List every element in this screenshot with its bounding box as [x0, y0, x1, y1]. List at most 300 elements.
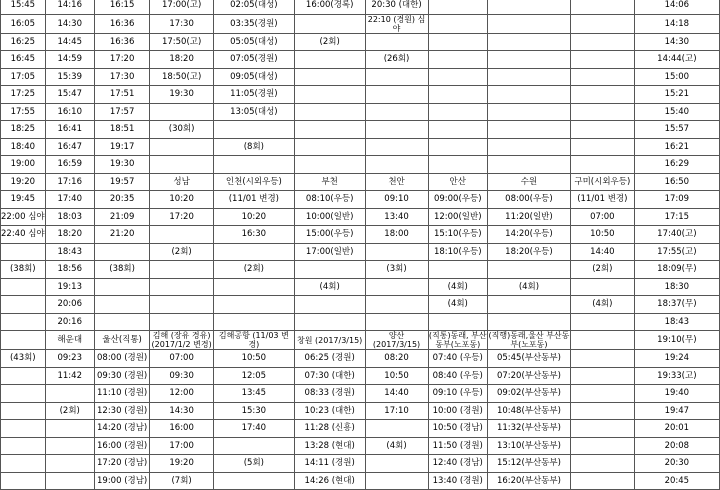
table-cell: [570, 103, 634, 121]
table-cell: [1, 420, 46, 438]
table-cell: [487, 156, 570, 174]
table-cell: [213, 313, 294, 331]
table-cell: (3회): [365, 261, 428, 279]
table-cell: 08:40 (우등): [428, 367, 487, 385]
table-cell: [570, 402, 634, 420]
table-cell: (2회): [213, 261, 294, 279]
table-row: [1, 296, 720, 314]
table-cell: [570, 472, 634, 490]
table-cell: 16:36: [94, 33, 150, 51]
table-cell: 11:42: [45, 367, 94, 385]
table-row: [1, 103, 720, 121]
table-row: [1, 331, 720, 350]
table-cell: 14:40: [570, 243, 634, 261]
table-cell: 20:30: [634, 455, 719, 473]
table-cell: 07:20(부산동부): [487, 367, 570, 385]
table-cell: 18:09(무): [634, 261, 719, 279]
table-cell: 12:40 (경남): [428, 455, 487, 473]
table-row: [1, 243, 720, 261]
table-cell: [150, 278, 213, 296]
table-cell: [294, 51, 365, 69]
table-cell: [487, 138, 570, 156]
table-cell: 14:59: [45, 51, 94, 69]
table-cell: 20:16: [45, 313, 94, 331]
table-cell: 17:09: [634, 191, 719, 209]
table-cell: [428, 33, 487, 51]
table-cell: (4회): [428, 278, 487, 296]
table-cell: 15:10(우등): [428, 226, 487, 244]
table-cell: 17:10: [365, 402, 428, 420]
table-cell: 05:45(부산동부): [487, 350, 570, 368]
table-cell: (5회): [213, 455, 294, 473]
table-cell: [1, 278, 46, 296]
table-cell: [1, 385, 46, 403]
table-cell: 17:51: [94, 86, 150, 104]
table-cell: 15:00(우등): [294, 226, 365, 244]
table-cell: 18:20: [150, 51, 213, 69]
table-cell: 15:40: [634, 103, 719, 121]
table-cell: 14:06: [634, 0, 719, 14]
table-cell: [428, 86, 487, 104]
table-cell: [570, 33, 634, 51]
table-cell: 22:40 심야: [1, 226, 46, 244]
table-cell: [570, 156, 634, 174]
table-cell: [1, 402, 46, 420]
table-cell: 17:16: [45, 173, 94, 191]
table-cell: 18:43: [634, 313, 719, 331]
table-cell: 07:00: [570, 208, 634, 226]
table-cell: 17:50(고): [150, 33, 213, 51]
table-cell: 16:20(부산동부): [487, 472, 570, 490]
table-cell: 07:00: [150, 350, 213, 368]
table-cell: (4회): [365, 437, 428, 455]
table-row: [1, 350, 720, 368]
table-cell: [1, 331, 46, 350]
table-row: [1, 208, 720, 226]
table-cell: 21:20: [94, 226, 150, 244]
table-cell: 해운대: [45, 331, 94, 350]
table-cell: [487, 33, 570, 51]
table-cell: 08:00(우등): [487, 191, 570, 209]
table-cell: 17:57: [94, 103, 150, 121]
table-cell: [570, 121, 634, 139]
table-cell: 17:40: [45, 191, 94, 209]
table-cell: 10:00(일반): [294, 208, 365, 226]
table-cell: 19:47: [634, 402, 719, 420]
table-cell: 19:00: [1, 156, 46, 174]
table-cell: [428, 51, 487, 69]
table-cell: [365, 472, 428, 490]
table-cell: [428, 68, 487, 86]
table-cell: [570, 350, 634, 368]
table-cell: 18:51: [94, 121, 150, 139]
table-cell: 19:20: [1, 173, 46, 191]
table-cell: 11:50 (경원): [428, 437, 487, 455]
table-cell: [1, 243, 46, 261]
table-cell: 14:26 (현대): [294, 472, 365, 490]
table-row: [1, 156, 720, 174]
table-row: [1, 138, 720, 156]
table-cell: [294, 261, 365, 279]
table-cell: [487, 51, 570, 69]
table-cell: (26회): [365, 51, 428, 69]
table-cell: 15:57: [634, 121, 719, 139]
table-cell: 10:20: [150, 191, 213, 209]
table-cell: 14:30: [45, 14, 94, 33]
table-cell: [213, 156, 294, 174]
table-cell: [294, 138, 365, 156]
table-cell: 10:23 (대한): [294, 402, 365, 420]
table-cell: [487, 296, 570, 314]
table-cell: [365, 33, 428, 51]
table-cell: 18:20(우등): [487, 243, 570, 261]
table-cell: 양산 (2017/3/15): [365, 331, 428, 350]
table-cell: 16:05: [1, 14, 46, 33]
table-row: [1, 121, 720, 139]
table-cell: [365, 296, 428, 314]
table-cell: [45, 437, 94, 455]
table-cell: 15:00: [634, 68, 719, 86]
table-cell: [570, 420, 634, 438]
table-cell: [570, 385, 634, 403]
table-cell: 17:40(고): [634, 226, 719, 244]
table-cell: [570, 138, 634, 156]
table-cell: [150, 296, 213, 314]
table-cell: 13:40 (경원): [428, 472, 487, 490]
table-cell: [570, 313, 634, 331]
table-cell: [365, 420, 428, 438]
table-cell: [570, 455, 634, 473]
table-cell: 16:10: [45, 103, 94, 121]
table-cell: [428, 121, 487, 139]
table-cell: [428, 261, 487, 279]
table-cell: (11/01 변경): [570, 191, 634, 209]
table-row: [1, 278, 720, 296]
table-cell: 20:06: [45, 296, 94, 314]
table-cell: 16:15: [94, 0, 150, 14]
table-cell: [213, 278, 294, 296]
table-cell: 창원 (2017/3/15): [294, 331, 365, 350]
table-cell: (2회): [45, 402, 94, 420]
table-cell: [294, 121, 365, 139]
table-cell: 천안: [365, 173, 428, 191]
table-cell: 16:00 (경원): [94, 437, 150, 455]
table-cell: 14:44(고): [634, 51, 719, 69]
table-cell: [365, 86, 428, 104]
table-cell: (30회): [150, 121, 213, 139]
table-cell: 14:30: [634, 33, 719, 51]
table-cell: 12:00: [150, 385, 213, 403]
table-cell: 19:30: [150, 86, 213, 104]
table-cell: (7회): [150, 472, 213, 490]
table-cell: [213, 437, 294, 455]
table-cell: [1, 472, 46, 490]
table-cell: (2회): [150, 243, 213, 261]
table-row: [1, 86, 720, 104]
table-cell: [45, 385, 94, 403]
table-cell: 10:50: [365, 367, 428, 385]
table-row: [1, 191, 720, 209]
table-cell: [487, 0, 570, 14]
table-cell: 15:39: [45, 68, 94, 86]
table-cell: 17:55(고): [634, 243, 719, 261]
table-cell: [428, 156, 487, 174]
table-cell: 17:00(일반): [294, 243, 365, 261]
table-cell: [365, 313, 428, 331]
table-cell: [365, 156, 428, 174]
table-cell: [213, 121, 294, 139]
table-cell: [570, 14, 634, 33]
table-cell: 성남: [150, 173, 213, 191]
table-cell: 11:32(부산동부): [487, 420, 570, 438]
table-cell: [365, 103, 428, 121]
table-cell: [294, 156, 365, 174]
table-cell: 17:25: [1, 86, 46, 104]
table-cell: 17:20 (경남): [94, 455, 150, 473]
table-cell: 18:40: [1, 138, 46, 156]
table-cell: 수원: [487, 173, 570, 191]
table-cell: [150, 261, 213, 279]
table-cell: [1, 367, 46, 385]
table-cell: 12:05: [213, 367, 294, 385]
table-row: [1, 0, 720, 14]
table-cell: 18:43: [45, 243, 94, 261]
table-cell: [487, 86, 570, 104]
table-cell: 15:47: [45, 86, 94, 104]
table-row: [1, 385, 720, 403]
table-cell: (직행)동래,울산 부산동부(노포동): [488, 331, 570, 349]
table-cell: 14:30: [150, 402, 213, 420]
table-row: [1, 226, 720, 244]
table-cell: 16:36: [94, 14, 150, 33]
table-cell: [570, 51, 634, 69]
table-cell: [428, 14, 487, 33]
table-cell: [1, 313, 46, 331]
table-cell: (8회): [213, 138, 294, 156]
table-row: [1, 33, 720, 51]
table-cell: [487, 313, 570, 331]
table-cell: [150, 138, 213, 156]
table-cell: 20:01: [634, 420, 719, 438]
table-row: [1, 14, 720, 33]
table-cell: 11:28 (신흥): [294, 420, 365, 438]
table-cell: [365, 243, 428, 261]
table-cell: 09:30: [150, 367, 213, 385]
table-cell: [570, 86, 634, 104]
table-row: [1, 173, 720, 191]
table-cell: [1, 437, 46, 455]
table-cell: [365, 138, 428, 156]
table-cell: 18:10(우등): [428, 243, 487, 261]
table-cell: [94, 313, 150, 331]
table-cell: 14:40: [365, 385, 428, 403]
table-cell: 09:10 (우등): [428, 385, 487, 403]
table-cell: 09:30 (경원): [94, 367, 150, 385]
table-cell: [94, 278, 150, 296]
table-cell: 19:45: [1, 191, 46, 209]
table-cell: 10:50: [213, 350, 294, 368]
table-cell: [487, 103, 570, 121]
table-cell: 10:50 (경남): [428, 420, 487, 438]
table-cell: [213, 472, 294, 490]
table-cell: (4회): [428, 296, 487, 314]
table-cell: 17:30: [150, 14, 213, 33]
table-row: [1, 472, 720, 490]
table-cell: 07:05(경원): [213, 51, 294, 69]
table-row: [1, 402, 720, 420]
table-row: [1, 313, 720, 331]
table-cell: 11:20(일반): [487, 208, 570, 226]
table-cell: (2회): [294, 33, 365, 51]
table-row: [1, 437, 720, 455]
table-cell: [45, 455, 94, 473]
table-cell: 15:21: [634, 86, 719, 104]
table-cell: 09:05(대성): [213, 68, 294, 86]
table-cell: 09:10: [365, 191, 428, 209]
table-cell: 14:20(우등): [487, 226, 570, 244]
table-cell: 16:00: [150, 420, 213, 438]
table-cell: [570, 278, 634, 296]
table-cell: [487, 121, 570, 139]
table-cell: 18:00: [365, 226, 428, 244]
table-cell: 17:20: [94, 51, 150, 69]
table-cell: (4회): [294, 278, 365, 296]
table-cell: [294, 296, 365, 314]
table-cell: [365, 121, 428, 139]
table-cell: 16:45: [1, 51, 46, 69]
table-cell: (43회): [1, 350, 46, 368]
table-cell: [487, 261, 570, 279]
table-cell: 울산(직통): [94, 331, 150, 350]
table-cell: [365, 455, 428, 473]
table-cell: 22:00 심야: [1, 208, 46, 226]
table-cell: 14:18: [634, 14, 719, 33]
table-cell: [45, 420, 94, 438]
table-cell: [150, 103, 213, 121]
table-cell: 16:47: [45, 138, 94, 156]
table-cell: 16:50: [634, 173, 719, 191]
table-cell: 18:30: [634, 278, 719, 296]
table-cell: 13:28 (현대): [294, 437, 365, 455]
table-cell: 17:00(고): [150, 0, 213, 14]
table-cell: 18:56: [45, 261, 94, 279]
table-row: [1, 68, 720, 86]
table-cell: 19:40: [634, 385, 719, 403]
table-cell: 22:10 (경원) 심야: [365, 14, 428, 33]
table-cell: [213, 296, 294, 314]
table-cell: 11:10 (경원): [94, 385, 150, 403]
table-cell: 05:05(대성): [213, 33, 294, 51]
table-cell: [294, 68, 365, 86]
table-cell: 09:00(우등): [428, 191, 487, 209]
table-cell: [570, 0, 634, 14]
table-cell: (38회): [1, 261, 46, 279]
table-cell: 14:11 (경원): [294, 455, 365, 473]
table-cell: 14:20 (경남): [94, 420, 150, 438]
table-cell: 12:00(일반): [428, 208, 487, 226]
table-cell: 08:33 (경원): [294, 385, 365, 403]
table-cell: 13:45: [213, 385, 294, 403]
table-cell: 19:13: [45, 278, 94, 296]
table-cell: 14:45: [45, 33, 94, 51]
table-cell: 18:03: [45, 208, 94, 226]
table-cell: (직통)동래, 부산동부(노포동): [428, 331, 487, 349]
table-cell: 김해공항 (11/03 변경): [213, 331, 294, 350]
table-cell: 20:08: [634, 437, 719, 455]
table-cell: [150, 226, 213, 244]
table-cell: 16:59: [45, 156, 94, 174]
table-cell: [487, 14, 570, 33]
table-cell: 부천: [294, 173, 365, 191]
table-cell: 20:30 (대한): [365, 0, 428, 14]
table-cell: 15:45: [1, 0, 46, 14]
table-cell: 김해 (장유 경유) (2017/1/2 변경): [151, 331, 212, 349]
table-cell: 13:40: [365, 208, 428, 226]
table-row: [1, 420, 720, 438]
table-cell: 10:48(부산동부): [487, 402, 570, 420]
table-cell: 구미(시외우등): [570, 173, 634, 191]
table-cell: 15:30: [213, 402, 294, 420]
table-cell: [213, 243, 294, 261]
table-cell: 13:05(대성): [213, 103, 294, 121]
table-cell: 17:20: [150, 208, 213, 226]
table-cell: 10:00 (경원): [428, 402, 487, 420]
table-cell: 17:30: [94, 68, 150, 86]
table-cell: 06:25 (경원): [294, 350, 365, 368]
table-row: [1, 261, 720, 279]
table-cell: 17:15: [634, 208, 719, 226]
table-cell: 16:21: [634, 138, 719, 156]
table-cell: 18:20: [45, 226, 94, 244]
table-cell: [150, 313, 213, 331]
table-cell: 12:30 (경원): [94, 402, 150, 420]
table-cell: 13:10(부산동부): [487, 437, 570, 455]
table-cell: (4회): [570, 296, 634, 314]
table-cell: 안산: [428, 173, 487, 191]
table-cell: 11:05(경원): [213, 86, 294, 104]
table-cell: [294, 14, 365, 33]
table-cell: [365, 278, 428, 296]
table-cell: [570, 437, 634, 455]
table-cell: (11/01 변경): [213, 191, 294, 209]
table-cell: [1, 455, 46, 473]
table-cell: 17:40: [213, 420, 294, 438]
table-cell: [150, 156, 213, 174]
table-cell: [1, 296, 46, 314]
table-cell: 08:10(우등): [294, 191, 365, 209]
table-cell: 인천(시외우등): [213, 173, 294, 191]
table-cell: 17:00: [150, 437, 213, 455]
table-cell: 08:20: [365, 350, 428, 368]
table-cell: [294, 313, 365, 331]
table-cell: 20:35: [94, 191, 150, 209]
table-cell: [487, 68, 570, 86]
table-row: [1, 51, 720, 69]
table-cell: (38회): [94, 261, 150, 279]
table-cell: 03:35(경원): [213, 14, 294, 33]
table-cell: 20:45: [634, 472, 719, 490]
table-cell: 18:37(무): [634, 296, 719, 314]
table-cell: [428, 103, 487, 121]
table-cell: 09:23: [45, 350, 94, 368]
table-cell: 14:16: [45, 0, 94, 14]
table-cell: 19:20: [150, 455, 213, 473]
table-cell: 19:00 (경남): [94, 472, 150, 490]
table-cell: 16:00(경록): [294, 0, 365, 14]
table-cell: 17:05: [1, 68, 46, 86]
table-cell: 09:02(부산동부): [487, 385, 570, 403]
table-cell: (4회): [487, 278, 570, 296]
